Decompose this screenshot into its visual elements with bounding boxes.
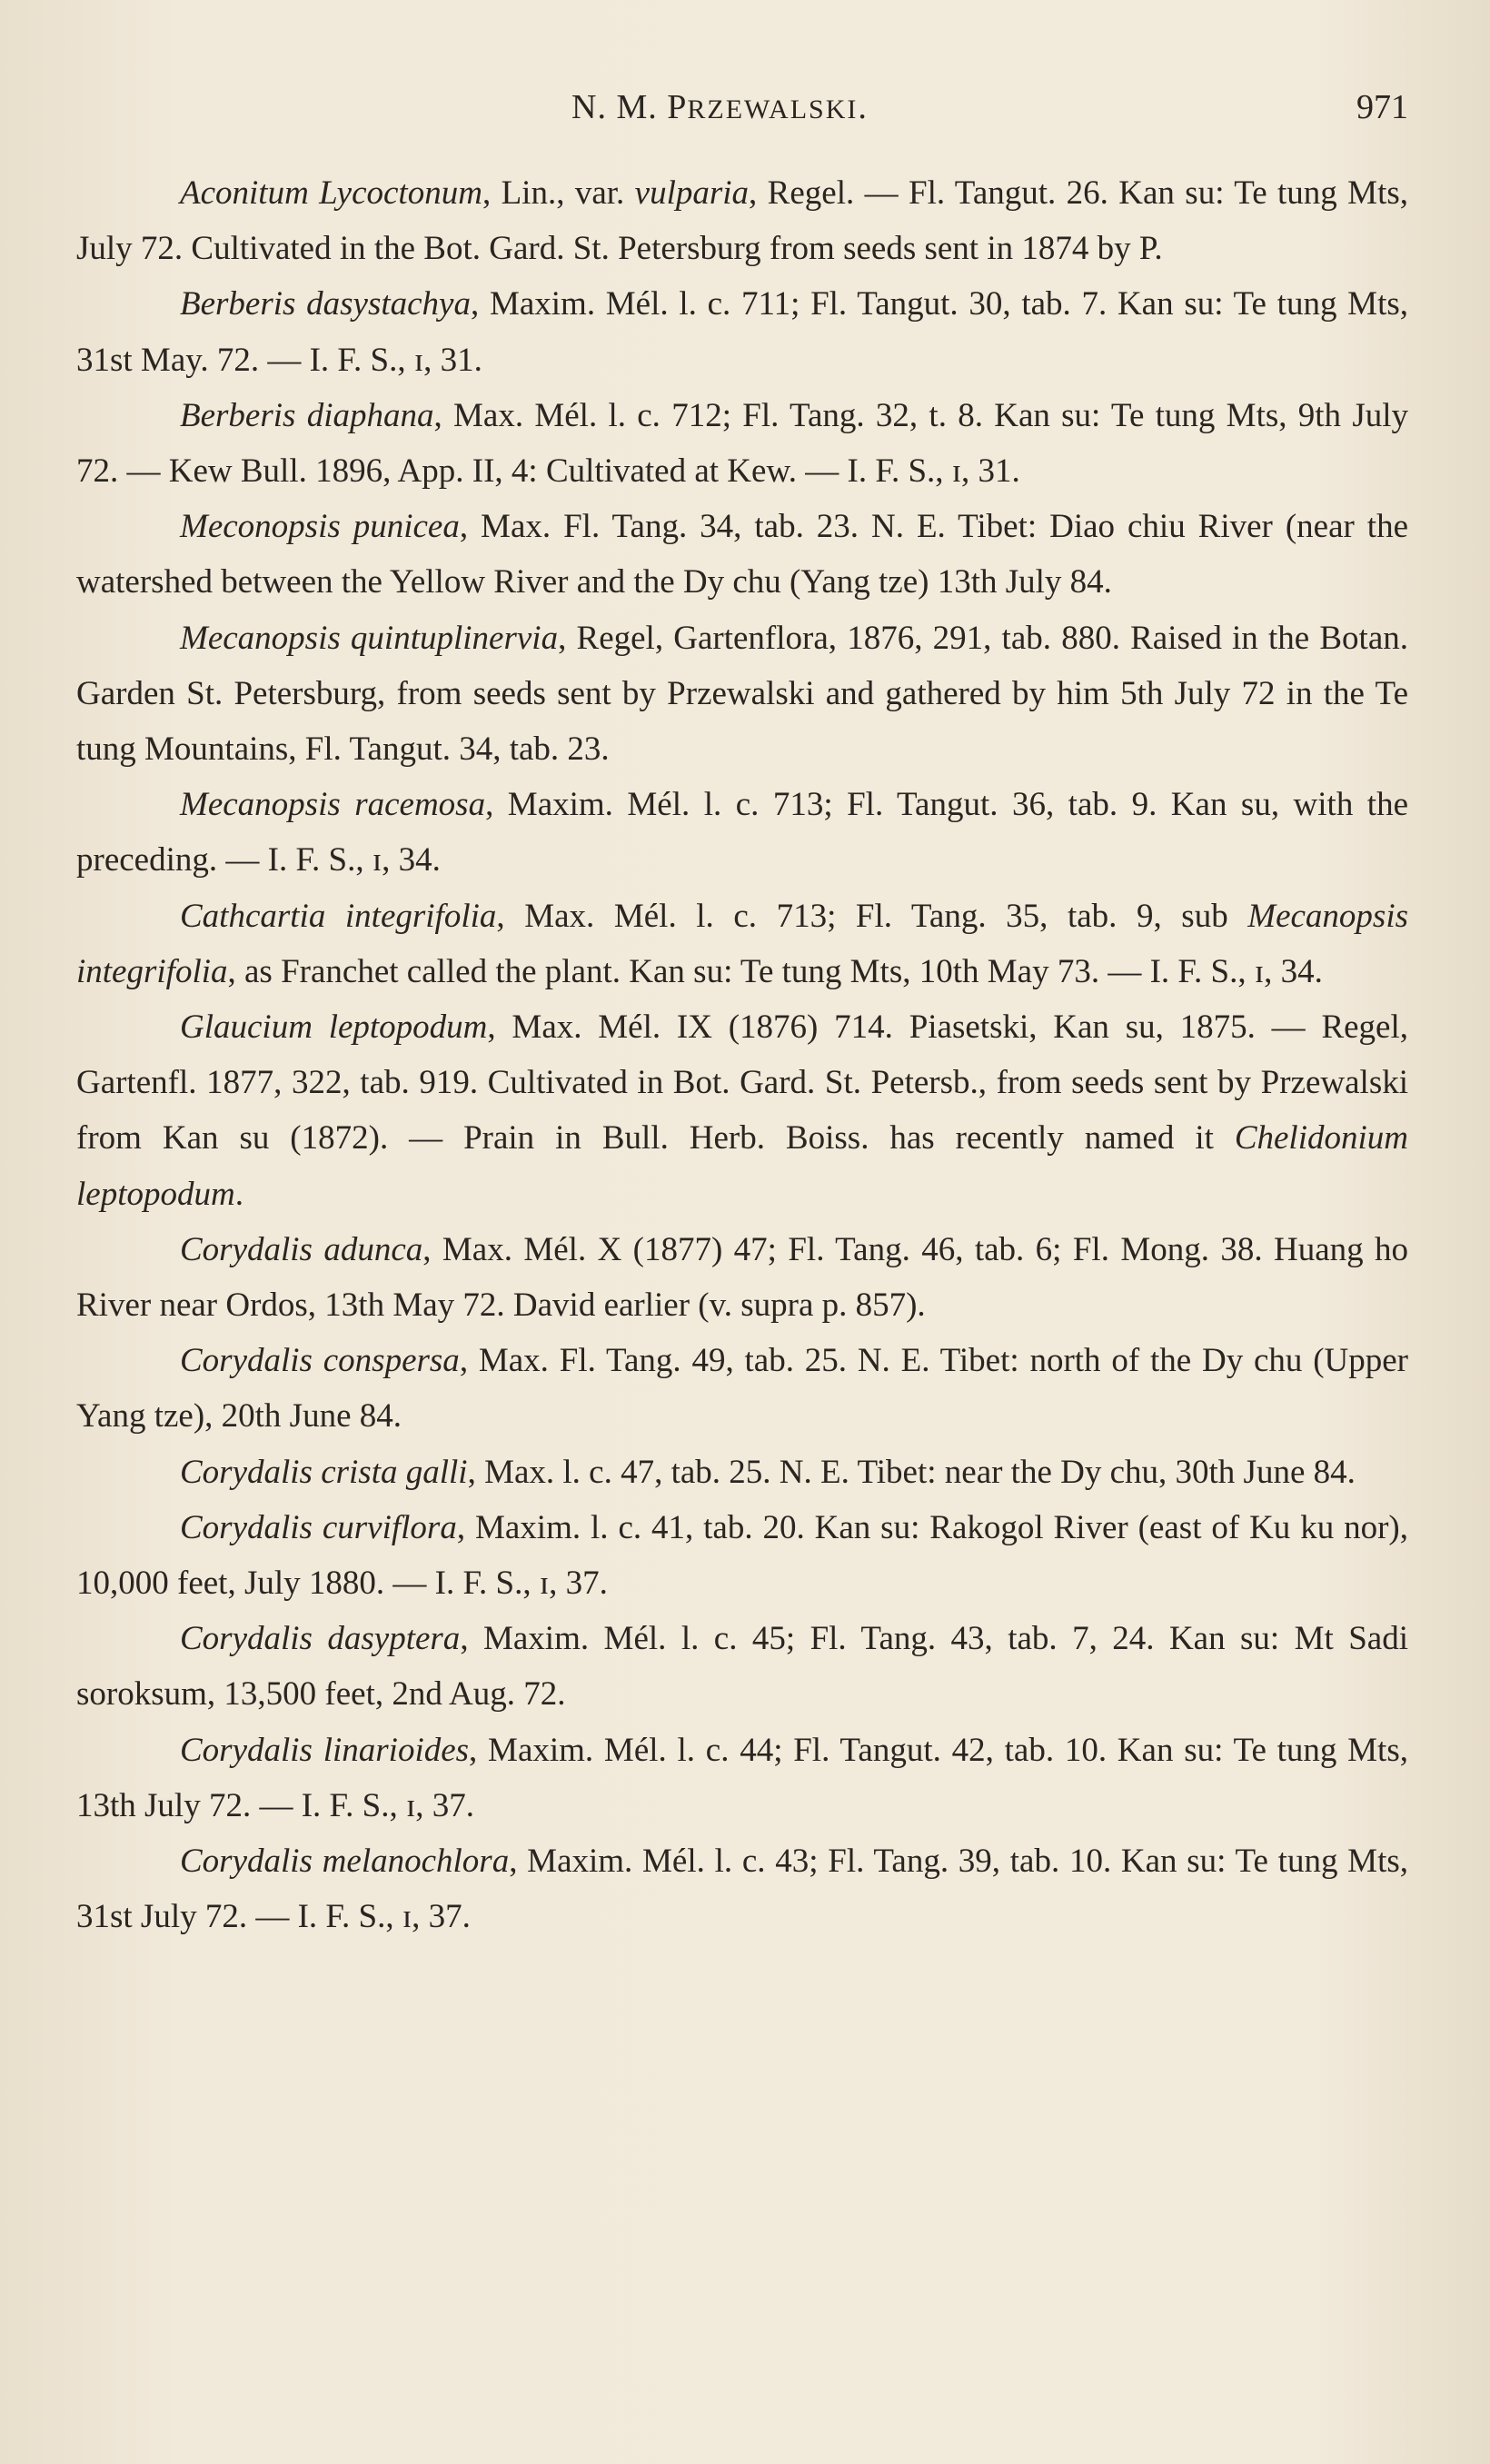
species-entry: Berberis dasystachya, Maxim. Mél. l. c. 711; Fl. Tangut. 30, tab. 7. Kan su: Te tung Mts, 31st May. 72. — I. F. S., ɪ, 31. bbox=[76, 285, 1408, 379]
species-entry: Corydalis melanochlora, Maxim. Mél. l. c. 43; Fl. Tang. 39, tab. 10. Kan su: Te tung Mts, 31st July 72. — I. F. S., ɪ, 37. bbox=[76, 1843, 1408, 1936]
species-list bbox=[76, 165, 1408, 1945]
species-entry: Corydalis crista galli, Max. l. c. 47, tab. 25. N. E. Tibet: near the Dy chu, 30th June 84. bbox=[180, 1453, 1356, 1491]
page-header bbox=[76, 87, 1408, 142]
species-name: Mecanopsis quintuplinervia bbox=[180, 619, 559, 657]
species-name: Mecanopsis racemosa bbox=[180, 786, 486, 824]
page-number: 971 bbox=[1356, 88, 1408, 126]
running-head: N. M. PRZEWALSKI. bbox=[571, 88, 868, 126]
species-name: Corydalis linarioides bbox=[180, 1731, 470, 1769]
species-name: Meconopsis punicea bbox=[180, 508, 460, 546]
species-entry: Cathcartia integrifolia, Max. Mél. l. c. 713; Fl. Tang. 35, tab. 9, sub Mecanopsis integrifolia, as Franchet called the plant. Kan su: Te tung Mts, 10th May 73. — I. F. S., ɪ, 34. bbox=[76, 897, 1408, 990]
species-name: Corydalis melanochlora bbox=[180, 1843, 510, 1881]
species-entry: Berberis diaphana, Max. Mél. l. c. 712; Fl. Tang. 32, t. 8. Kan su: Te tung Mts, 9th July 72. — Kew Bull. 1896, App. II, 4: Cultivated at Kew. — I. F. S., ɪ, 31. bbox=[76, 396, 1409, 491]
synonym-name: Mecanopsis integrifolia bbox=[76, 897, 1408, 990]
species-entry: Corydalis adunca, Max. Mél. X (1877) 47; Fl. Tang. 46, tab. 6; Fl. Mong. 38. Huang ho River near Ordos, 13th May 72. David earlier (v. supra p. 857). bbox=[76, 1230, 1408, 1325]
species-name: Glaucium leptopodum bbox=[180, 1008, 488, 1047]
synonym-name: Chelidonium leptopodum bbox=[76, 1119, 1408, 1213]
species-name: Corydalis adunca bbox=[180, 1230, 423, 1268]
species-entry: Corydalis linarioides, Maxim. Mél. l. c. 44; Fl. Tangut. 42, tab. 10. Kan su: Te tung Mts, 13th July 72. — I. F. S., ɪ, 37. bbox=[76, 1731, 1408, 1824]
species-entry: Corydalis dasyptera, Maxim. Mél. l. c. 45; Fl. Tang. 43, tab. 7, 24. Kan su: Mt Sadi soroksum, 13,500 feet, 2nd Aug. 72. bbox=[76, 1620, 1408, 1714]
species-entry: Mecanopsis racemosa, Maxim. Mél. l. c. 713; Fl. Tangut. 36, tab. 9. Kan su, with the preceding. — I. F. S., ɪ, 34. bbox=[76, 786, 1408, 879]
species-entry: Meconopsis punicea, Max. Fl. Tang. 34, tab. 23. N. E. Tibet: Diao chiu River (near the watershed between the Yellow River and the Dy chu (Yang tze) 13th July 84. bbox=[76, 508, 1408, 601]
species-name: Corydalis crista galli bbox=[180, 1453, 468, 1491]
species-name: Corydalis curviflora bbox=[180, 1508, 457, 1546]
species-name: Aconitum Lycoctonum bbox=[180, 174, 482, 212]
species-name: Berberis dasystachya bbox=[180, 285, 471, 323]
species-name: Cathcartia integrifolia bbox=[180, 897, 497, 935]
species-entry: Corydalis conspersa, Max. Fl. Tang. 49, tab. 25. N. E. Tibet: north of the Dy chu (Upper Yang tze), 20th June 84. bbox=[76, 1342, 1409, 1436]
book-page bbox=[76, 87, 1408, 1945]
species-entry: Mecanopsis quintuplinervia, Regel, Gartenflora, 1876, 291, tab. 880. Raised in the Botan. Garden St. Petersburg, from seeds sent by Przewalski and gathered by him 5th July 72 in the Te tung Mountains, Fl. Tangut. 34, tab. 23. bbox=[76, 619, 1408, 769]
species-name: Corydalis conspersa bbox=[180, 1342, 460, 1380]
species-name: Berberis diaphana bbox=[180, 396, 434, 434]
species-entry: Corydalis curviflora, Maxim. l. c. 41, tab. 20. Kan su: Rakogol River (east of Ku ku nor), 10,000 feet, July 1880. — I. F. S., ɪ, 37. bbox=[76, 1508, 1408, 1603]
species-entry: Glaucium leptopodum, Max. Mél. IX (1876) 714. Piasetski, Kan su, 1875. — Regel, Gartenfl. 1877, 322, tab. 919. Cultivated in Bot. Gard. St. Petersb., from seeds sent by Przewalski from Kan su (1872). — Prain in Bull. Herb. Boiss. has recently named it Chelidonium leptopodum. bbox=[76, 1008, 1408, 1213]
species-name: Corydalis dasyptera bbox=[180, 1620, 461, 1658]
species-entry: Aconitum Lycoctonum, Lin., var. vulparia, Regel. — Fl. Tangut. 26. Kan su: Te tung Mts, July 72. Cultivated in the Bot. Gard. St. Petersburg from seeds sent in 1874 by P. bbox=[76, 174, 1408, 268]
